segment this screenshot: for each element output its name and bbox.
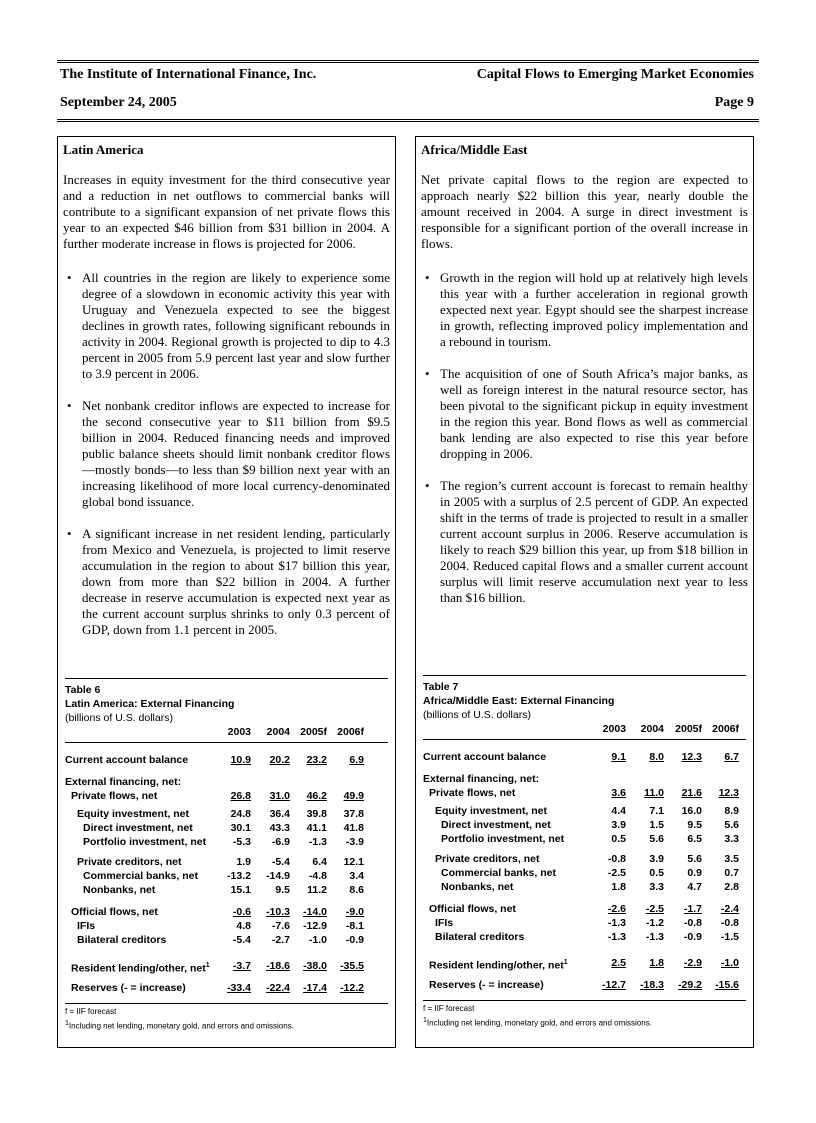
table-number: Table 6 bbox=[65, 684, 101, 696]
cell: 5.6 bbox=[687, 853, 702, 865]
cell: -1.5 bbox=[720, 931, 739, 943]
cell: 11.2 bbox=[307, 884, 327, 896]
cell: 2.8 bbox=[724, 881, 739, 893]
cell: -3.7 bbox=[232, 960, 251, 972]
row-label: External financing, net: bbox=[65, 776, 182, 788]
table-rule bbox=[423, 1000, 746, 1001]
bullet-list bbox=[421, 270, 748, 622]
cell: -1.0 bbox=[720, 957, 739, 969]
bullet-text: The region’s current account is forecast to remain healthy in 2005 with a surplus of 2.5 percent of GDP. An expected shift in the terms of trade is projected to result in a smaller current account surplus in 2006. Reserve accumulation is likely to reach $29 billion this year, up from $18 billion in 2004. Reduced capital flows and a smaller current account surplus will limit reserve accumulation next year to less than $16 billion. bbox=[440, 478, 748, 605]
table-row bbox=[65, 753, 388, 767]
cell: -33.4 bbox=[227, 982, 251, 994]
list-item bbox=[63, 270, 390, 382]
col-year: 2006f bbox=[337, 726, 364, 738]
header-page: Page 9 bbox=[714, 95, 754, 110]
bullet-icon: • bbox=[425, 366, 430, 381]
row-label: Direct investment, net bbox=[83, 822, 193, 834]
row-label: IFIs bbox=[77, 920, 96, 932]
cell: -1.3 bbox=[308, 836, 327, 848]
row-label: Current account balance bbox=[65, 754, 189, 766]
cell: 31.0 bbox=[269, 790, 290, 802]
cell: -0.9 bbox=[345, 934, 364, 946]
cell: -2.7 bbox=[271, 934, 290, 946]
row-label: Reserves (- = increase) bbox=[71, 982, 186, 994]
latin-america-panel bbox=[57, 136, 396, 1048]
cell: 6.9 bbox=[349, 754, 364, 766]
cell: -10.3 bbox=[266, 906, 290, 918]
cell: 12.3 bbox=[681, 751, 702, 763]
bullet-icon: • bbox=[425, 270, 430, 285]
list-item bbox=[421, 270, 748, 350]
col-year: 2005f bbox=[300, 726, 327, 738]
bullet-text: The acquisition of one of South Africa’s major banks, as well as foreign interest in the natural resource sector, has been pivotal to the significant pickup in equity investment in the region this year. Bond flows as well as commercial bank lending are also expected to rise this year before dropping in 2006. bbox=[440, 366, 748, 461]
row-label: Commercial banks, net bbox=[441, 867, 556, 879]
table-rule bbox=[65, 1003, 388, 1004]
table-row bbox=[423, 750, 746, 764]
cell: -38.0 bbox=[303, 960, 327, 972]
table-row bbox=[65, 905, 388, 919]
footnote: f = IIF forecast bbox=[65, 1007, 117, 1016]
cell: 23.2 bbox=[306, 754, 327, 766]
col-year: 2004 bbox=[640, 723, 664, 735]
table-row bbox=[65, 883, 388, 897]
cell: 6.4 bbox=[312, 856, 327, 868]
cell: 46.2 bbox=[306, 790, 327, 802]
table-number: Table 7 bbox=[423, 681, 459, 693]
bullet-text: A significant increase in net resident lending, particularly from Mexico and Venezuela, is projected to limit reserve accumulation in the region to about $17 billion this year, down from more than $22 billion in 2004. A further decrease in reserve accumulation is expected next year as the current account surplus shrinks to only 0.3 percent of GDP, down from 1.1 percent in 2005. bbox=[82, 526, 390, 637]
footnote-mark: 1 bbox=[423, 1017, 427, 1024]
list-item bbox=[63, 526, 390, 638]
cell: -0.8 bbox=[720, 917, 739, 929]
cell: 4.7 bbox=[687, 881, 702, 893]
table-rule bbox=[65, 678, 388, 679]
cell: 12.3 bbox=[718, 787, 739, 799]
cell: -13.2 bbox=[227, 870, 251, 882]
table-7 bbox=[423, 675, 746, 1030]
cell: -1.7 bbox=[683, 903, 702, 915]
table-row bbox=[423, 956, 746, 970]
cell: -1.3 bbox=[607, 931, 626, 943]
cell: 0.7 bbox=[724, 867, 739, 879]
header-org: The Institute of International Finance, Inc. bbox=[60, 67, 317, 82]
cell: -22.4 bbox=[266, 982, 290, 994]
header-rule-bottom bbox=[57, 119, 759, 122]
cell: -18.6 bbox=[266, 960, 290, 972]
cell: 3.6 bbox=[611, 787, 626, 799]
row-label: Resident lending/other, net bbox=[71, 962, 206, 975]
cell: 10.9 bbox=[230, 754, 251, 766]
cell: 21.6 bbox=[681, 787, 702, 799]
table-row bbox=[423, 978, 746, 992]
cell: -4.8 bbox=[308, 870, 327, 882]
cell: 41.8 bbox=[343, 822, 364, 834]
table-row bbox=[423, 866, 746, 880]
footnote-mark: 1 bbox=[563, 959, 568, 966]
footnote-mark: 1 bbox=[205, 962, 210, 969]
table-row bbox=[423, 930, 746, 944]
cell: -5.4 bbox=[271, 856, 290, 868]
row-label: Nonbanks, net bbox=[441, 881, 514, 893]
cell: -14.0 bbox=[303, 906, 327, 918]
cell: -3.9 bbox=[345, 836, 364, 848]
cell: 8.6 bbox=[349, 884, 364, 896]
bullet-icon: • bbox=[67, 270, 72, 285]
footnote bbox=[65, 1018, 388, 1033]
cell: 8.9 bbox=[724, 805, 739, 817]
table-title: Africa/Middle East: External Financing bbox=[423, 695, 615, 707]
col-year: 2003 bbox=[227, 726, 251, 738]
cell: 43.3 bbox=[269, 822, 290, 834]
intro-paragraph: Increases in equity investment for the third consecutive year and a reduction in net outflows to commercial banks will contribute to a significant expansion of net private flows this year to an expected $46 billion from $31 billion in 2004. A further moderate increase in flows is projected for 2006. bbox=[63, 172, 390, 251]
cell: 26.8 bbox=[230, 790, 251, 802]
cell: 6.7 bbox=[724, 751, 739, 763]
row-label: Current account balance bbox=[423, 751, 547, 763]
cell: -2.5 bbox=[645, 903, 664, 915]
cell: 3.3 bbox=[724, 833, 739, 845]
table-units: (billions of U.S. dollars) bbox=[423, 709, 531, 721]
row-label: IFIs bbox=[435, 917, 454, 929]
cell: 36.4 bbox=[269, 808, 290, 820]
table-header-row bbox=[423, 722, 746, 736]
table-row bbox=[423, 852, 746, 866]
cell: 7.1 bbox=[649, 805, 664, 817]
bullet-text: Net nonbank creditor inflows are expected to increase for the second consecutive year to $11 billion from $9.5 billion in 2004. Reduced financing needs and improved public balance sheets should limit nonbank creditor flows—mostly bonds—to less than $9 billion next year with an increasing likelihood of more local currency-denominated global bond issuance. bbox=[82, 398, 390, 509]
row-label: Commercial banks, net bbox=[83, 870, 198, 882]
table-row bbox=[65, 855, 388, 869]
table-row bbox=[65, 835, 388, 849]
cell: -0.9 bbox=[683, 931, 702, 943]
table-row bbox=[65, 959, 388, 973]
cell: 9.5 bbox=[275, 884, 290, 896]
cell: 3.3 bbox=[649, 881, 664, 893]
table-row bbox=[65, 933, 388, 947]
cell: 20.2 bbox=[269, 754, 290, 766]
cell: -6.9 bbox=[271, 836, 290, 848]
cell: 15.1 bbox=[230, 884, 251, 896]
cell: -1.3 bbox=[645, 931, 664, 943]
bullet-icon: • bbox=[67, 526, 72, 541]
cell: 5.6 bbox=[649, 833, 664, 845]
row-label: Private creditors, net bbox=[435, 853, 540, 865]
cell: -12.2 bbox=[340, 982, 364, 994]
footnote bbox=[423, 1015, 746, 1030]
cell: 30.1 bbox=[230, 822, 251, 834]
cell: 12.1 bbox=[343, 856, 364, 868]
row-label: Bilateral creditors bbox=[77, 934, 167, 946]
cell: -15.6 bbox=[715, 979, 739, 991]
cell: 8.0 bbox=[649, 751, 664, 763]
cell: 3.9 bbox=[649, 853, 664, 865]
cell: 6.5 bbox=[687, 833, 702, 845]
table-row bbox=[65, 869, 388, 883]
cell: 49.9 bbox=[343, 790, 364, 802]
cell: 1.8 bbox=[649, 957, 664, 969]
cell: 16.0 bbox=[681, 805, 702, 817]
row-label: Private flows, net bbox=[71, 790, 158, 802]
row-label: Portfolio investment, net bbox=[441, 833, 565, 845]
cell: -7.6 bbox=[271, 920, 290, 932]
table-row bbox=[423, 804, 746, 818]
col-year: 2006f bbox=[712, 723, 739, 735]
footnote-text: Including net lending, monetary gold, and errors and omissions. bbox=[426, 1018, 652, 1028]
cell: -2.6 bbox=[607, 903, 626, 915]
table-row bbox=[423, 832, 746, 846]
cell: 0.9 bbox=[687, 867, 702, 879]
cell: -1.0 bbox=[308, 934, 327, 946]
row-label: Nonbanks, net bbox=[83, 884, 156, 896]
row-label: External financing, net: bbox=[423, 773, 540, 785]
table-row bbox=[423, 818, 746, 832]
cell: -35.5 bbox=[340, 960, 364, 972]
cell: 3.9 bbox=[611, 819, 626, 831]
table-rule bbox=[423, 675, 746, 676]
cell: 0.5 bbox=[611, 833, 626, 845]
row-label: Resident lending/other, net bbox=[429, 959, 564, 972]
row-label: Equity investment, net bbox=[77, 808, 190, 820]
table-row bbox=[65, 981, 388, 995]
col-year: 2004 bbox=[266, 726, 290, 738]
footnote: f = IIF forecast bbox=[423, 1004, 475, 1013]
col-year: 2005f bbox=[675, 723, 702, 735]
cell: 5.6 bbox=[724, 819, 739, 831]
bullet-icon: • bbox=[67, 398, 72, 413]
cell: -8.1 bbox=[345, 920, 364, 932]
row-label: Direct investment, net bbox=[441, 819, 551, 831]
col-year: 2003 bbox=[602, 723, 626, 735]
cell: -9.0 bbox=[345, 906, 364, 918]
cell: 9.5 bbox=[687, 819, 702, 831]
footnote-mark: 1 bbox=[65, 1020, 69, 1027]
footnote-text: Including net lending, monetary gold, and errors and omissions. bbox=[68, 1021, 294, 1031]
cell: -5.4 bbox=[232, 934, 251, 946]
table-title: Latin America: External Financing bbox=[65, 698, 235, 710]
cell: -0.6 bbox=[232, 906, 251, 918]
cell: 9.1 bbox=[611, 751, 626, 763]
cell: -0.8 bbox=[683, 917, 702, 929]
cell: 3.5 bbox=[724, 853, 739, 865]
section-title: Africa/Middle East bbox=[421, 142, 528, 157]
cell: 2.5 bbox=[611, 957, 626, 969]
cell: -18.3 bbox=[640, 979, 664, 991]
row-label: Portfolio investment, net bbox=[83, 836, 207, 848]
cell: -2.9 bbox=[683, 957, 702, 969]
table-row bbox=[423, 880, 746, 894]
cell: -29.2 bbox=[678, 979, 702, 991]
cell: 1.5 bbox=[649, 819, 664, 831]
cell: 0.5 bbox=[649, 867, 664, 879]
row-label: Private flows, net bbox=[429, 787, 516, 799]
table-row bbox=[423, 772, 746, 786]
table-row bbox=[65, 789, 388, 803]
cell: 4.4 bbox=[611, 805, 626, 817]
row-label: Official flows, net bbox=[429, 903, 516, 915]
cell: -2.4 bbox=[720, 903, 739, 915]
bullet-text: All countries in the region are likely to experience some degree of a slowdown in economic activity this year with Uruguay and Venezuela expected to see the biggest declines in growth rates, following significant rebounds in activity in 2004. Regional growth is projected to dip to 4.3 percent in 2005 from 5.9 percent last year and slow further to 3.9 percent in 2006. bbox=[82, 270, 390, 381]
table-row bbox=[65, 821, 388, 835]
cell: 24.8 bbox=[230, 808, 251, 820]
row-label: Private creditors, net bbox=[77, 856, 182, 868]
row-label: Equity investment, net bbox=[435, 805, 548, 817]
list-item bbox=[421, 366, 748, 462]
cell: 4.8 bbox=[236, 920, 251, 932]
africa-middle-east-panel bbox=[415, 136, 754, 1048]
cell: -5.3 bbox=[232, 836, 251, 848]
table-6 bbox=[65, 678, 388, 1033]
cell: 1.8 bbox=[611, 881, 626, 893]
row-label: Official flows, net bbox=[71, 906, 158, 918]
cell: 1.9 bbox=[236, 856, 251, 868]
list-item bbox=[63, 398, 390, 510]
cell: -1.3 bbox=[607, 917, 626, 929]
cell: -12.7 bbox=[602, 979, 626, 991]
table-row bbox=[65, 919, 388, 933]
cell: 41.1 bbox=[306, 822, 327, 834]
table-header-row bbox=[65, 725, 388, 739]
bullet-list bbox=[63, 270, 390, 654]
header-report: Capital Flows to Emerging Market Economies bbox=[476, 67, 754, 82]
table-row bbox=[423, 902, 746, 916]
cell: -17.4 bbox=[303, 982, 327, 994]
cell: -12.9 bbox=[303, 920, 327, 932]
cell: 11.0 bbox=[644, 787, 664, 799]
table-row bbox=[423, 916, 746, 930]
cell: -2.5 bbox=[607, 867, 626, 879]
row-label: Reserves (- = increase) bbox=[429, 979, 544, 991]
list-item bbox=[421, 478, 748, 606]
bullet-text: Growth in the region will hold up at relatively high levels this year with a further acceleration in regional growth expected next year. Egypt should see the sharpest increase in growth, reflecting improved policy implementation and a rebound in tourism. bbox=[440, 270, 748, 349]
cell: 37.8 bbox=[343, 808, 364, 820]
cell: -0.8 bbox=[607, 853, 626, 865]
row-label: Bilateral creditors bbox=[435, 931, 525, 943]
cell: 3.4 bbox=[349, 870, 364, 882]
header-rule-top bbox=[57, 60, 759, 63]
header-date: September 24, 2005 bbox=[60, 95, 177, 110]
table-units: (billions of U.S. dollars) bbox=[65, 712, 173, 724]
bullet-icon: • bbox=[425, 478, 430, 493]
table-row bbox=[65, 807, 388, 821]
intro-paragraph: Net private capital flows to the region are expected to approach nearly $22 billion this year, nearly double the amount received in 2004. A surge in direct investment is responsible for a significant portion of the overall increase in flows. bbox=[421, 172, 748, 251]
cell: -14.9 bbox=[266, 870, 290, 882]
table-row bbox=[65, 775, 388, 789]
section-title: Latin America bbox=[63, 142, 144, 157]
table-row bbox=[423, 786, 746, 800]
cell: 39.8 bbox=[306, 808, 327, 820]
cell: -1.2 bbox=[645, 917, 664, 929]
